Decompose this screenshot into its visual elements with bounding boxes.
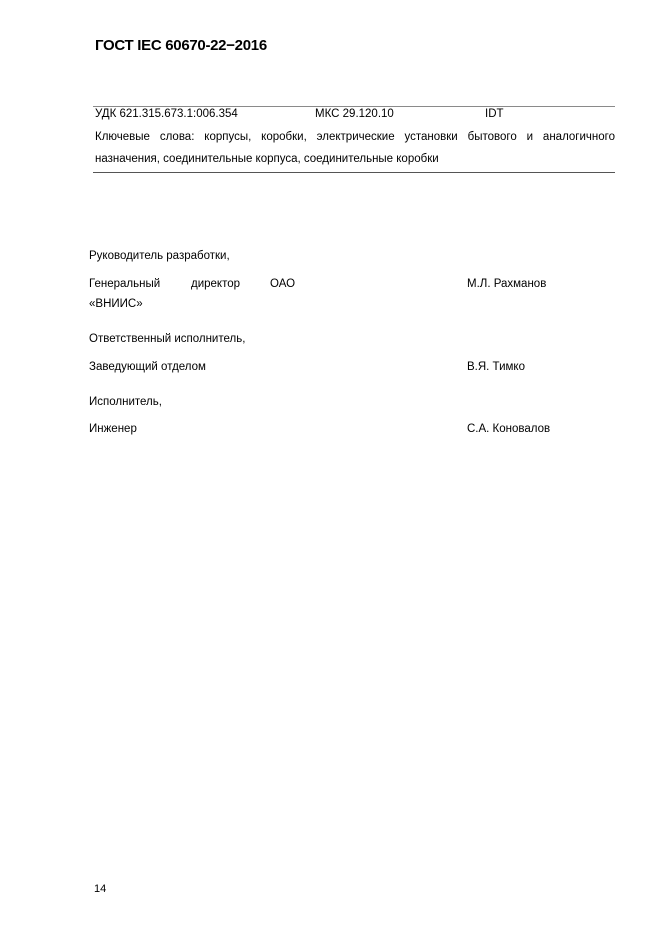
responsible-executor-position: Заведующий отделом [89, 361, 206, 373]
executor-name: С.А. Коновалов [467, 423, 551, 435]
udk-code: УДК 621.315.673.1:006.354 [95, 108, 238, 120]
developer-head-organization: «ВНИИС» [89, 298, 143, 310]
keywords-text: Ключевые слова: корпусы, коробки, электрические установки бытового и аналогичного назначения, соединительные корпуса, соединительные коробки [95, 131, 615, 165]
developer-head-name: М.Л. Рахманов [467, 278, 547, 290]
position-word-director: директор [191, 278, 241, 290]
page-number: 14 [94, 883, 107, 895]
classification-row [95, 108, 615, 124]
position-word-general: Генеральный [89, 278, 161, 290]
developer-head-label: Руководитель разработки, [89, 250, 230, 262]
position-word-company-type: ОАО [270, 278, 296, 290]
executor-position: Инженер [89, 423, 137, 435]
standard-code-header: ГОСТ IEC 60670-22−2016 [95, 37, 267, 54]
idt-marker: IDT [485, 108, 504, 120]
responsible-executor-name: В.Я. Тимко [467, 361, 525, 373]
mks-code: МКС 29.120.10 [315, 108, 394, 120]
responsible-executor-label: Ответственный исполнитель, [89, 333, 246, 345]
bibliographic-data-block [93, 106, 615, 173]
executor-label: Исполнитель, [89, 396, 162, 408]
